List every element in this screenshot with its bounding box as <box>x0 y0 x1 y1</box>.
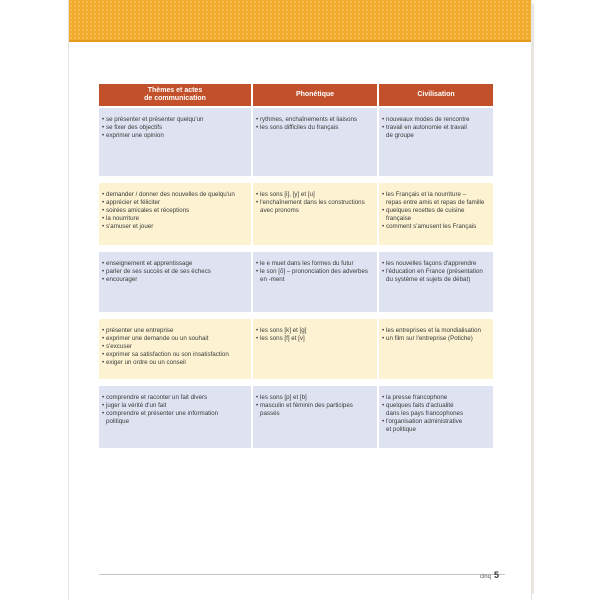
list-item: • se présenter et présenter quelqu'un <box>102 116 247 124</box>
table-row <box>99 386 493 448</box>
table-body <box>99 108 493 448</box>
cell-phonetique <box>253 386 377 448</box>
list-item: • exprimer une opinion <box>102 132 247 140</box>
list-item: • la presse francophone <box>382 394 489 402</box>
list-item: • l'éducation en France (présentation du système et sujets de débat) <box>382 268 489 284</box>
bullet-list <box>256 327 373 343</box>
list-item: • exprimer sa satisfaction ou son insatisfaction <box>102 351 247 359</box>
cell-themes <box>99 319 251 379</box>
list-item: • se fixer des objectifs <box>102 124 247 132</box>
band-edge <box>69 40 531 42</box>
bullet-list <box>102 260 247 284</box>
header-phonetique <box>253 84 377 106</box>
table-row <box>99 252 493 312</box>
list-item: • exprimer une demande ou un souhait <box>102 335 247 343</box>
list-item: • apprécier et féliciter <box>102 199 247 207</box>
cell-themes <box>99 108 251 176</box>
list-item: • les sons [f] et [v] <box>256 335 373 343</box>
header-phonetique-label: Phonétique <box>295 91 335 98</box>
bullet-list <box>382 394 489 434</box>
bullet-list <box>382 260 489 284</box>
cell-civilisation <box>379 183 493 245</box>
list-item: • les sons [i], [y] et [u] <box>256 191 373 199</box>
page-number: 5 <box>493 570 499 580</box>
list-item: • les sons difficiles du français <box>256 124 373 132</box>
header-civilisation-label: Civilisation <box>417 91 455 98</box>
bullet-list <box>382 191 489 231</box>
list-item: • s'excuser <box>102 343 247 351</box>
bullet-list <box>256 191 373 215</box>
bullet-list <box>256 394 373 418</box>
list-item: • le son [õ] – prononciation des adverbes en -ment <box>256 268 373 284</box>
list-item: • demander / donner des nouvelles de quelqu'un <box>102 191 247 199</box>
cell-themes <box>99 386 251 448</box>
list-item: • enseignement et apprentissage <box>102 260 247 268</box>
bullet-list <box>102 394 247 426</box>
textbook-page <box>68 0 532 600</box>
list-item: • encourager <box>102 276 247 284</box>
header-civilisation <box>379 84 493 106</box>
list-item: • le e muet dans les formes du futur <box>256 260 373 268</box>
list-item: • comprendre et raconter un fait divers <box>102 394 247 402</box>
cell-phonetique <box>253 319 377 379</box>
bullet-list <box>382 116 489 140</box>
list-item: • l'organisation administrative et politique <box>382 418 489 434</box>
header-themes-label: Thèmes et actes de communication <box>144 87 206 102</box>
bullet-list <box>382 327 489 343</box>
top-color-band <box>69 0 531 42</box>
footer-divider <box>99 574 505 575</box>
header-themes <box>99 84 251 106</box>
list-item: • les nouvelles façons d'apprendre <box>382 260 489 268</box>
cell-phonetique <box>253 252 377 312</box>
bullet-list <box>102 191 247 231</box>
list-item: • les sons [k] et [g] <box>256 327 373 335</box>
cell-civilisation <box>379 252 493 312</box>
list-item: • présenter une entreprise <box>102 327 247 335</box>
table-row <box>99 319 493 379</box>
contents-table <box>99 84 493 455</box>
bullet-list <box>256 260 373 284</box>
list-item: • nouveaux modes de rencontre <box>382 116 489 124</box>
table-row <box>99 108 493 176</box>
list-item: • juger la vérité d'un fait <box>102 402 247 410</box>
cell-themes <box>99 252 251 312</box>
cell-civilisation <box>379 386 493 448</box>
list-item: • l'enchaînement dans les constructions avec pronoms <box>256 199 373 215</box>
bullet-list <box>102 116 247 140</box>
list-item: • travail en autonomie et travail de groupe <box>382 124 489 140</box>
list-item: • un film sur l'entreprise (Potiche) <box>382 335 489 343</box>
list-item: • rythmes, enchaînements et liaisons <box>256 116 373 124</box>
list-item: • quelques faits d'actualité dans les pays francophones <box>382 402 489 418</box>
list-item: • exiger un ordre ou un conseil <box>102 359 247 367</box>
table-row <box>99 183 493 245</box>
page-number-word: cinq <box>479 574 491 580</box>
list-item: • les entreprises et la mondialisation <box>382 327 489 335</box>
list-item: • les Français et la nourriture – repas entre amis et repas de famille <box>382 191 489 207</box>
list-item: • masculin et féminin des participes passés <box>256 402 373 418</box>
cell-civilisation <box>379 319 493 379</box>
cell-civilisation <box>379 108 493 176</box>
cell-themes <box>99 183 251 245</box>
cell-phonetique <box>253 183 377 245</box>
list-item: • soirées amicales et réceptions <box>102 207 247 215</box>
bullet-list <box>102 327 247 367</box>
page-footer <box>480 570 499 580</box>
list-item: • s'amuser et jouer <box>102 223 247 231</box>
cell-phonetique <box>253 108 377 176</box>
list-item: • la nourriture <box>102 215 247 223</box>
list-item: • comment s'amusent les Français <box>382 223 489 231</box>
list-item: • les sons [p] et [b] <box>256 394 373 402</box>
table-header-row <box>99 84 493 106</box>
bullet-list <box>256 116 373 132</box>
list-item: • quelques recettes de cuisine française <box>382 207 489 223</box>
list-item: • comprendre et présenter une information politique <box>102 410 247 426</box>
list-item: • parler de ses succès et de ses échecs <box>102 268 247 276</box>
